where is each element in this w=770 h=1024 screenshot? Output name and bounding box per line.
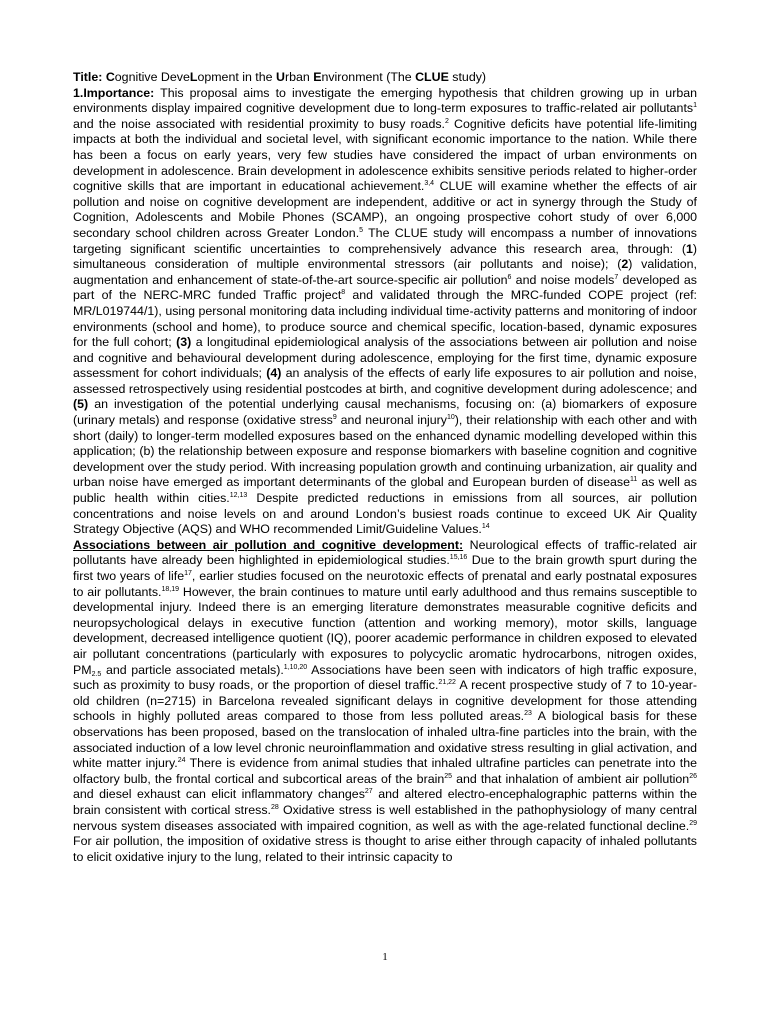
- citation-superscript: 9: [332, 414, 337, 422]
- importance-text-run: and the noise associated with residential proximity to busy roads.: [73, 116, 445, 131]
- importance-text-run: ) simultaneous consideration of multiple environmental stressors (air pollutants and noise); (: [73, 241, 697, 272]
- title-label: Title:: [73, 70, 103, 84]
- citation-superscript: 21,22: [438, 679, 456, 687]
- importance-text-run: an analysis of the effects of early life exposures to air pollution and noise, assessed retrospectively using residential postcodes at birth, and cognitive development during adolescence; and: [73, 366, 697, 396]
- bold-number: (4): [266, 366, 282, 381]
- title-part: rban: [284, 70, 314, 84]
- document-page: [73, 70, 697, 865]
- importance-text-run: ), their relationship with each other and with short (daily) to longer-term modelled exposures based on the enhanced dynamic modelling developed within this application; (b) the relationship between exposure and response biomarkers with baseline cognition and cognitive development over the study period. With increasing population growth and continuing urbanization, air quality and urban noise have emerged as important determinants of the global and European burden of disease: [73, 413, 697, 490]
- title-part: C: [105, 70, 115, 84]
- title-part: study): [448, 70, 487, 84]
- importance-heading: 1.Importance:: [73, 85, 155, 100]
- importance-text-run: This proposal aims to investigate the emerging hypothesis that children growing up in urban environments display impaired cognitive development due to long-term exposures to traffic-related air pollutants: [73, 85, 697, 116]
- title-part: nvironment (The: [321, 70, 416, 84]
- citation-superscript: 28: [270, 803, 279, 811]
- citation-superscript: 29: [689, 819, 697, 827]
- importance-text-run: CLUE will examine whether the effects of air pollution and noise on cognitive development are independent, additive or act in synergy through the Study of Cognition, Adolescents and Mobile Phones (SCAMP), an ongoing prospective cohort study of over 6,000 secondary school children across Greater London.: [73, 179, 697, 240]
- citation-superscript: 10: [446, 414, 455, 422]
- title-part: o: [197, 70, 205, 84]
- document-title: [73, 70, 697, 86]
- title-part: L: [189, 70, 198, 84]
- citation-superscript: 15,16: [449, 554, 468, 562]
- importance-text-run: The CLUE study will encompass a number of innovations targeting significant scientific uncertainties to comprehensively advance this research area, through: (: [73, 225, 697, 256]
- importance-text-run: and neuronal injury: [336, 413, 447, 428]
- associations-text-run: and diesel exhaust can elicit inflammatory changes: [73, 787, 365, 802]
- citation-superscript: 5: [359, 226, 364, 234]
- importance-body: [73, 86, 697, 537]
- citation-superscript: 11: [630, 476, 638, 484]
- associations-text-run: and particle associated metals).: [101, 662, 284, 677]
- importance-text-run: and validated through the MRC-funded COPE project (ref: MR/L019744/1), using personal monitoring data including individual time-activity patterns and monitoring of indoor environments (school and home), to produce source and chemical specific, location-based, dynamic exposures for the full cohort;: [73, 288, 697, 350]
- subscript: 2.5: [91, 670, 102, 678]
- importance-text-run: developed as part of the NERC-MRC funded Traffic project: [73, 272, 697, 303]
- importance-paragraph: [73, 86, 697, 538]
- title-part: ognitive Deve: [114, 70, 190, 84]
- associations-text-run: Oxidative stress is well established in the pathophysiology of many central nervous system diseases associated with impaired cognition, as well as with the age-related functional decline.: [73, 802, 697, 833]
- associations-text-run: A biological basis for these observations has been proposed, based on the translocation of inhaled ultra-fine particles into the brain, with the associated induction of a low level chronic neuroinflammation and oxidative stress resulting in glial activation, and white matter injury.: [73, 709, 697, 771]
- citation-superscript: 27: [364, 788, 373, 796]
- bold-number: 1: [685, 241, 693, 256]
- citation-superscript: 8: [341, 289, 346, 297]
- title-part: CLUE: [415, 70, 449, 84]
- importance-text-run: Despite predicted reductions in emissions from all sources, air pollution concentrations and noise levels on and around London’s busiest roads continue to exceed UK Air Quality Strategy Objective (AQS) and WHO recommended Limit/Guideline Values.: [73, 491, 698, 537]
- title-part: U: [275, 70, 285, 84]
- title-part: E: [313, 70, 322, 84]
- bold-number: (3): [176, 335, 192, 350]
- associations-text-run: Associations have been seen with indicators of high traffic exposure, such as proximity to busy roads, or the proportion of diesel traffic.: [73, 662, 697, 693]
- associations-text-run: and that inhalation of ambient air pollution: [452, 771, 690, 786]
- importance-text-run: ) validation, augmentation and enhancement of state-of-the-art source-specific air pollution: [73, 257, 697, 287]
- citation-superscript: 23: [524, 710, 532, 718]
- importance-text-run: as well as public health within cities.: [73, 475, 697, 506]
- citation-superscript: 17: [184, 570, 192, 577]
- associations-text-run: A recent prospective study of 7 to 10-year-old children (n=2715) in Barcelona revealed significant delays in cognitive development for those attending schools in highly polluted areas compared to those from less polluted areas.: [73, 678, 697, 724]
- associations-body: [73, 538, 697, 864]
- importance-text-run: a longitudinal epidemiological analysis of the associations between air pollution and noise and cognitive and behavioural development during adolescence, employing for the first time, dynamic exposure assessment for cohort individuals;: [73, 335, 697, 381]
- page-number: 1: [382, 951, 388, 963]
- bold-number: (5): [73, 397, 89, 412]
- associations-text-run: There is evidence from animal studies that inhaled ultrafine particles can penetrate into the olfactory bulb, the frontal cortical and subcortical areas of the brain: [73, 756, 698, 786]
- citation-superscript: 3,4: [424, 180, 435, 188]
- bold-number: 2: [621, 257, 629, 272]
- associations-paragraph: [73, 538, 697, 865]
- importance-text-run: and noise models: [511, 272, 615, 287]
- citation-superscript: 7: [614, 273, 619, 281]
- importance-text-run: an investigation of the potential underlying causal mechanisms, focusing on: (a) biomarkers of exposure (urinary metals) and response (oxidative stress: [73, 397, 697, 428]
- associations-text-run: However, the brain continues to mature until early adulthood and thus remains susceptible to developmental injury. Indeed there is an emerging literature demonstrates measurable cognitive deficits and neuropsychological delays in executive function (attention and working memory), motor skills, language development, decreased intelligence quotient (IQ), poorer academic performance in children exposed to elevated air pollutant concentrations (particularly with exposures to polycyclic aromatic hydrocarbons, nitrogen oxides, PM: [73, 584, 697, 677]
- title-text: [106, 70, 486, 84]
- citation-superscript: 6: [507, 273, 512, 281]
- citation-superscript: 26: [689, 772, 697, 780]
- citation-superscript: 12,13: [229, 492, 248, 500]
- associations-text-run: Neurological effects of traffic-related air pollutants have already been highlighted in epidemiological studies.: [73, 537, 697, 568]
- citation-superscript: 24: [177, 757, 186, 765]
- associations-text-run: Due to the brain growth spurt during the first two years of life: [73, 553, 697, 583]
- associations-heading: Associations between air pollution and cognitive development:: [73, 537, 464, 552]
- citation-superscript: 1: [693, 102, 697, 110]
- importance-text-run: Cognitive deficits have potential life-limiting impacts at both the individual and societal level, with significant economic importance to the nation. While there has been a focus on early years, very few studies have considered the impact of urban environments on development in adolescence. Brain development in adolescence exhibits sensitive periods related to higher-order cognitive skills that are important in educational achievement.: [73, 116, 698, 194]
- citation-superscript: 2: [444, 117, 449, 125]
- associations-text-run: and altered electro-encephalographic patterns within the brain consistent with cortical stress.: [73, 787, 697, 817]
- title-part: pment in the: [204, 70, 276, 84]
- citation-superscript: 1,10,20: [283, 663, 308, 671]
- citation-superscript: 14: [481, 523, 490, 531]
- associations-text-run: For air pollution, the imposition of oxidative stress is thought to arise either through capacity of inhaled pollutants to elicit oxidative injury to the lung, related to their intrinsic capacity to: [73, 834, 697, 864]
- citation-superscript: 25: [444, 772, 453, 780]
- associations-text-run: , earlier studies focused on the neurotoxic effects of prenatal and early postnatal exposures to air pollutants.: [73, 569, 697, 599]
- citation-superscript: 18,19: [161, 585, 179, 593]
